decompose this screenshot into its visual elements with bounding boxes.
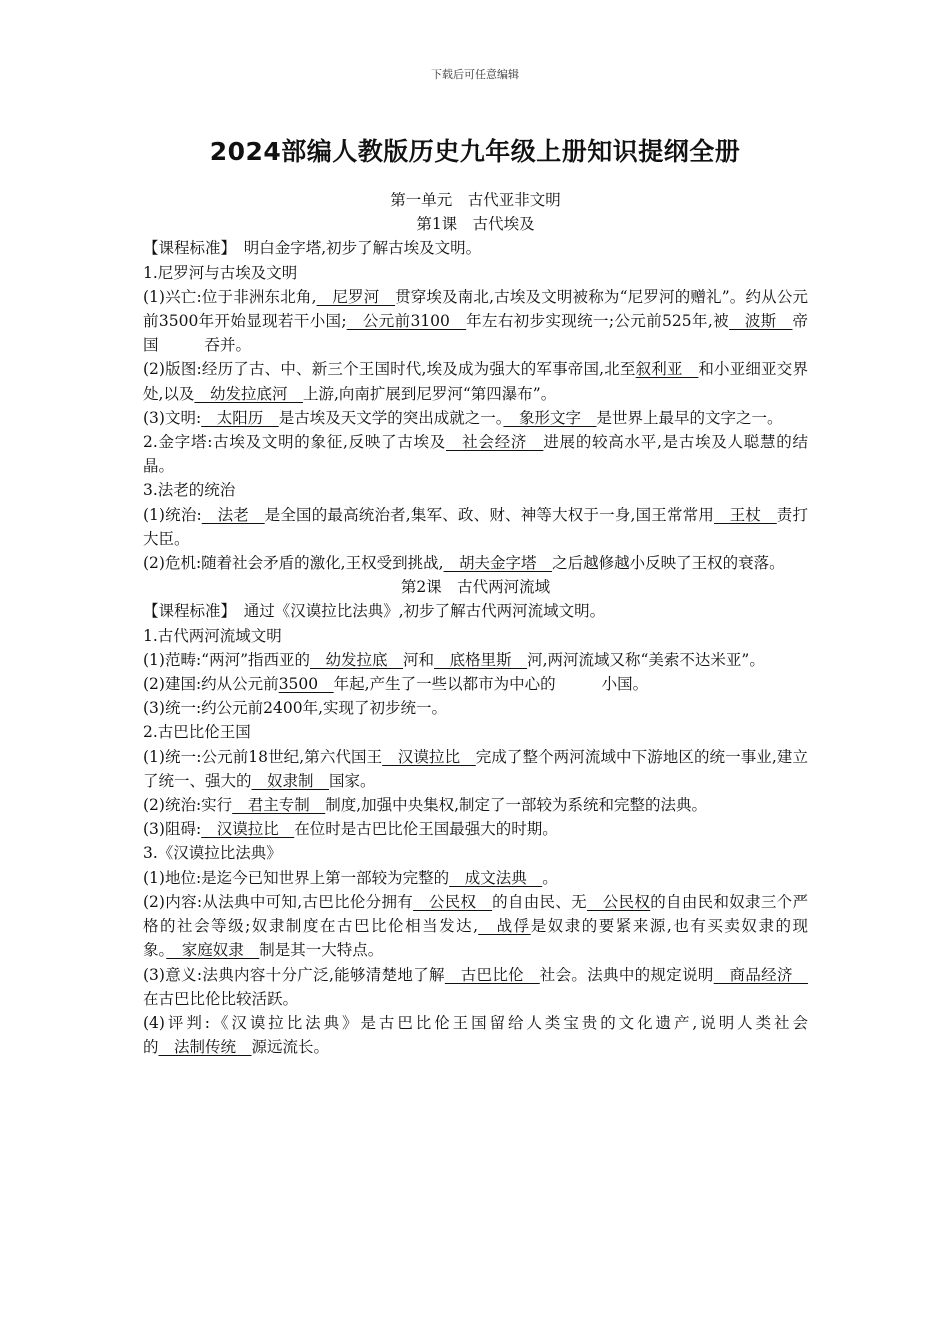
blank-answer: 公元前3100 xyxy=(346,312,467,331)
lesson-1-item-3-2: (2)危机:随着社会矛盾的激化,王权受到挑战, 胡夫金字塔 之后越修越小反映了王权的衰落。 xyxy=(143,554,785,573)
lesson-1-title: 第1课 古代埃及 xyxy=(416,215,535,234)
lesson-1-section-3-heading: 3.法老的统治 xyxy=(143,481,236,500)
blank-answer: 3500 xyxy=(278,675,334,694)
lesson-2-standard: 【课程标准】 通过《汉谟拉比法典》,初步了解古代两河流域文明。 xyxy=(143,602,606,621)
blank-answer: 波斯 xyxy=(729,312,793,331)
lesson-2-title: 第2课 古代两河流域 xyxy=(400,578,551,597)
blank-answer: 家庭奴隶 xyxy=(166,941,260,960)
blank-answer: 君主专制 xyxy=(232,796,326,815)
lesson-2-item-2-1: (1)统一:公元前18世纪,第六代国王 汉谟拉比 完成了整个两河流域中下游地区的统一事业,建立了统一、强大的 奴隶制 国家。 xyxy=(143,747,808,790)
blank-answer: 商品经济 xyxy=(713,965,808,984)
blank-answer: 社会经济 xyxy=(446,433,544,452)
lesson-1-standard: 【课程标准】 明白金字塔,初步了解古埃及文明。 xyxy=(143,239,482,258)
lesson-2-item-3-1: (1)地位:是迄今已知世界上第一部较为完整的 成文法典 。 xyxy=(143,868,558,887)
lesson-1-item-3-1: (1)统治: 法老 是全国的最高统治者,集军、政、财、神等大权于一身,国王常常用 王杖 责打大臣。 xyxy=(143,505,808,548)
lesson-2-section-2-heading: 2.古巴比伦王国 xyxy=(143,723,251,742)
lesson-1-item-1-3: (3)文明: 太阳历 是古埃及天文学的突出成就之一。 象形文字 是世界上最早的文字之一。 xyxy=(143,408,783,427)
blank-answer: 公民权 xyxy=(586,892,651,911)
lesson-2-item-1-3: (3)统一:约公元前2400年,实现了初步统一。 xyxy=(143,699,448,718)
blank-answer: 汉谟拉比 xyxy=(382,747,476,766)
lesson-1-section-2: 2.金字塔:古埃及文明的象征,反映了古埃及 社会经济 进展的较高水平,是古埃及人聪慧的结晶。 xyxy=(143,433,808,476)
lesson-1-item-1-2: (2)版图:经历了古、中、新三个王国时代,埃及成为强大的军事帝国,北至叙利亚 和小亚细亚交界处,以及 幼发拉底河 上游,向南扩展到尼罗河“第四瀑布”。 xyxy=(143,360,808,403)
document-body xyxy=(143,188,808,1059)
header-note: 下载后可任意编辑 xyxy=(431,68,519,81)
blank-answer: 法老 xyxy=(201,505,265,524)
lesson-2-item-2-3: (3)阻碍: 汉谟拉比 在位时是古巴比伦王国最强大的时期。 xyxy=(143,820,558,839)
blank-answer: 王杖 xyxy=(714,505,777,524)
blank-answer: 幼发拉底河 xyxy=(194,384,303,403)
document-title: 2024部编人教版历史九年级上册知识提纲全册 xyxy=(209,137,741,166)
unit-title: 第一单元 古代亚非文明 xyxy=(390,191,561,209)
blank-answer: 法制传统 xyxy=(158,1038,252,1057)
lesson-2-item-3-2: (2)内容:从法典中可知,古巴比伦分拥有 公民权 的自由民、无 公民权的自由民和奴隶三个严格的社会等级;奴隶制度在古巴比伦相当发达, 战俘是奴隶的要紧来源,也有买卖奴隶的现象。 家庭奴隶 制是其一大特点。 xyxy=(143,892,808,960)
blank-answer: 底格里斯 xyxy=(434,650,528,669)
lesson-2-item-1-1: (1)范畴:“两河”指西亚的 幼发拉底 河和 底格里斯 河,两河流域又称“美索不达米亚”。 xyxy=(143,650,765,669)
blank-answer: 汉谟拉比 xyxy=(201,820,295,839)
lesson-2-item-3-4: (4)评判:《汉谟拉比法典》是古巴比伦王国留给人类宝贵的文化遗产,说明人类社会的 法制传统 源远流长。 xyxy=(143,1013,808,1057)
blank-answer: 尼罗河 xyxy=(316,287,396,306)
blank-answer: 成文法典 xyxy=(449,868,543,887)
lesson-2-item-2-2: (2)统治:实行 君主专制 制度,加强中央集权,制定了一部较为系统和完整的法典。 xyxy=(143,796,708,815)
blank-answer: 奴隶制 xyxy=(251,771,330,790)
blank-answer: 幼发拉底 xyxy=(310,650,404,669)
lesson-1-section-1-heading: 1.尼罗河与古埃及文明 xyxy=(143,263,298,282)
lesson-2-section-1-heading: 1.古代两河流域文明 xyxy=(143,626,282,645)
lesson-2-section-3-heading: 3.《汉谟拉比法典》 xyxy=(143,844,282,863)
lesson-2-item-1-2: (2)建国:约从公元前3500 年起,产生了一些以都市为中心的 小国。 xyxy=(143,675,649,694)
lesson-1-item-1-1: (1)兴亡:位于非洲东北角, 尼罗河 贯穿埃及南北,古埃及文明被称为“尼罗河的赠礼”。约从公元前3500年开始显现若干小国; 公元前3100 年左右初步实现统一;公元前525年,被 波斯 帝国 吞并。 xyxy=(143,287,808,355)
blank-answer: 胡夫金字塔 xyxy=(443,554,553,573)
blank-answer: 太阳历 xyxy=(201,408,279,427)
blank-answer: 象形文字 xyxy=(503,408,597,427)
blank-answer: 战俘 xyxy=(478,917,531,936)
blank-answer: 公民权 xyxy=(413,892,493,911)
blank-answer: 古巴比伦 xyxy=(444,965,540,984)
blank-answer: 叙利亚 xyxy=(635,360,699,379)
lesson-2-item-3-3: (3)意义:法典内容十分广泛,能够清楚地了解 古巴比伦 社会。法典中的规定说明 商品经济 在古巴比伦比较活跃。 xyxy=(143,965,808,1008)
